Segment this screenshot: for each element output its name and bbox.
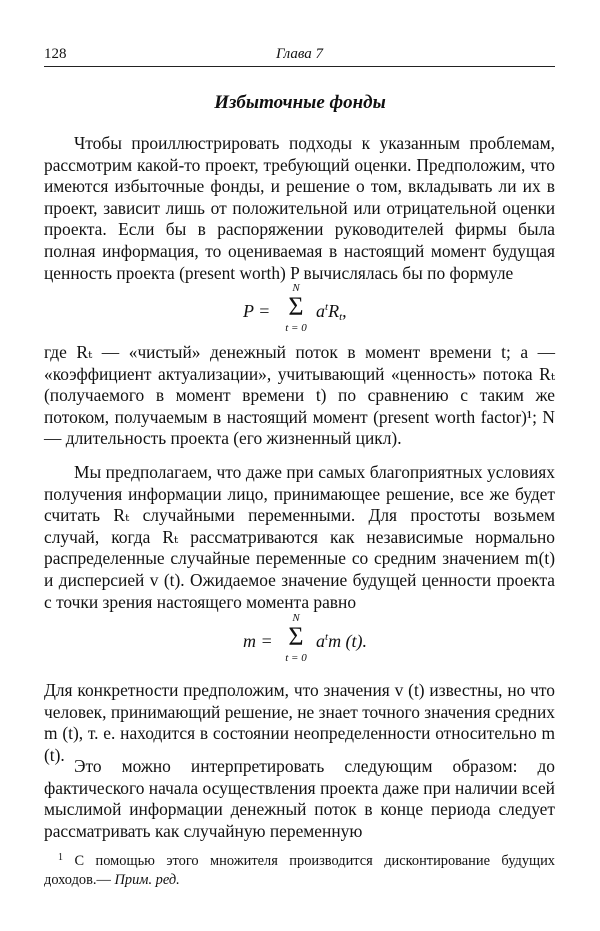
formula-rhs: $a^tm$ (t). — [316, 631, 368, 651]
page-header — [44, 44, 555, 67]
sigma-symbol: Σ — [288, 292, 304, 321]
summation — [283, 612, 309, 664]
footnote-text: С помощью этого множителя производится дисконтирование будущих доходов.— — [44, 853, 555, 888]
footnote-attribution: Прим. ред. — [114, 872, 180, 888]
sum-upper-limit: N — [292, 612, 300, 624]
formula-present-worth — [0, 282, 600, 338]
paragraph: Это можно интерпретировать следующим образом: до фактического начала осуществления проекта даже при наличии всей мыслимой информации денежный поток в конце периода следует рассматривать как случайную переменную — [44, 756, 555, 841]
paragraph: Чтобы проиллюстрировать подходы к указанным проблемам, рассмотрим какой-то проект, требующий оценки. Предположим, что имеются избыточные фонды, и решение о том, вкладывать ли их в проект, зависит лишь от положительной или отрицательной оценки проекта. Если бы в распоряжении руководителей фирмы была полная информация, то оцениваемая в настоящий момент будущая ценность проекта (present worth) P вычислялась бы по формуле — [44, 133, 555, 283]
footnote — [44, 852, 555, 890]
paragraph: где Rₜ — «чистый» денежный поток в момент времени t; a — «коэффициент актуализации», учитывающий «ценность» потока Rₜ (получаемого в момент времени t) по сравнению с таким же потоком, получаемым в настоящий момент (present worth factor)¹; N — длительность проекта (его жизненный цикл). — [44, 342, 555, 449]
sum-upper-limit: N — [292, 282, 300, 294]
sum-lower-limit: t = 0 — [285, 322, 307, 334]
formula-lhs: P = — [243, 301, 271, 321]
section-title: Избыточные фонды — [214, 92, 386, 113]
sum-lower-limit: t = 0 — [285, 652, 307, 664]
page-number: 128 — [44, 46, 67, 62]
formula-expected-value — [0, 612, 600, 668]
sigma-symbol: Σ — [288, 622, 304, 651]
formula-rhs: $a^tR_t$, — [316, 301, 347, 323]
chapter-title: Глава 7 — [275, 46, 324, 62]
summation — [283, 282, 309, 334]
paragraph: Мы предполагаем, что даже при самых благоприятных условиях получения информации лицо, принимающее решение, все же будет считать Rₜ случайными переменными. Для простоты возьмем случай, когда Rₜ рассматриваются как независимые нормально распределенные случайные переменные со средним значением m(t) и дисперсией v (t). Ожидаемое значение будущей ценности проекта с точки зрения настоящего момента равно — [44, 462, 555, 612]
formula-lhs: m = — [243, 631, 273, 651]
paragraph: Для конкретности предположим, что значения v (t) известны, но что человек, принимающий решение, не знает точного значения средних m (t), т. е. находится в состоянии неопределенности относительно m (t). — [44, 680, 555, 765]
footnote-mark: 1 — [58, 852, 63, 863]
